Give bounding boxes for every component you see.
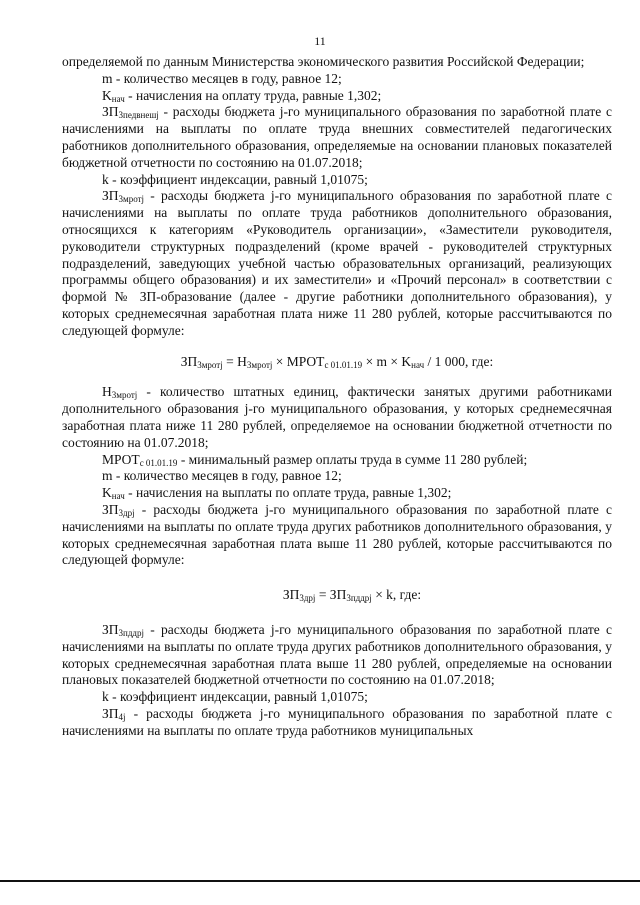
term: ЗП: [102, 705, 119, 721]
term: ЗП: [102, 188, 119, 204]
definition: - расходы бюджета j-го муниципального образования по заработной плате с начислениями на выплаты по оплате труда других работников дополнительного образования, у которых среднемесячная заработная плата выше 11 280 рублей, определяемые на основании плановых показателей бюджетной отчетности по состоянию на 01.07.2018;: [62, 621, 612, 688]
definition: - минимальный размер оплаты труда в сумме 11 280 рублей;: [177, 451, 528, 467]
term-subscript: 4j: [118, 711, 126, 722]
definition: - расходы бюджета j-го муниципального образования по заработной плате с начислениями на выплаты по оплате труда работников дополнительного образования, относящихся к категориям «Руководитель организации», «Заместители руководителя, руководители структурных подразделений (кроме врачей - руководителей структурных подразделений, заведующих учебной частью образовательных организаций, реализующих программы общего образования) и их заместители» и «Прочий персонал» в соответствии с формой № ЗП-образование (далее - другие работники дополнительного образования), у которых среднемесячная заработная плата ниже 11 280 рублей, которые рассчитываются по следующей формуле:: [62, 188, 612, 338]
term: K: [102, 485, 112, 501]
term-subscript: 3мротj: [111, 390, 138, 401]
formula-term: ЗП: [282, 587, 300, 603]
formula-term: × k, где:: [371, 587, 422, 603]
paragraph-8: [62, 452, 612, 469]
paragraph-9: m - количество месяцев в году, равное 12;: [102, 468, 342, 484]
paragraph-14: [62, 706, 612, 740]
definition: - расходы бюджета j-го муниципального образования по заработной плате с начислениями на выплаты по оплате труда других работников дополнительного образования, у которых среднемесячная заработная плата выше 11 280 рублей, которые рассчитываются по следующей формуле:: [62, 501, 612, 568]
formula-subscript: 3мротj: [197, 359, 223, 370]
term-subscript: нач: [111, 491, 125, 502]
term-subscript: 3мротj: [118, 194, 145, 205]
term: ЗП: [102, 621, 119, 637]
term: МРОТ: [102, 451, 140, 467]
paragraph-6: [62, 188, 612, 339]
document-body: [62, 54, 612, 739]
paragraph-7: [62, 384, 612, 451]
paragraph-10: [62, 485, 612, 502]
formula-subscript: с 01.01.19: [324, 359, 363, 370]
formula-subscript: 3дрj: [299, 593, 316, 604]
paragraph-13: k - коэффициент индексации, равный 1,01075;: [102, 689, 368, 705]
formula-term: × m × K: [362, 353, 412, 369]
term: K: [102, 87, 112, 103]
paragraph-3: [62, 88, 612, 105]
formula-subscript: нач: [411, 359, 425, 370]
formula-term: / 1 000, где:: [424, 353, 494, 369]
paragraph-4: [62, 104, 612, 171]
page-bottom-rule: [0, 880, 640, 882]
term: Н: [102, 384, 112, 400]
term-subscript: 3педвнешj: [118, 110, 159, 121]
formula-2: [92, 587, 612, 604]
definition: - начисления на оплату труда, равные 1,302;: [124, 87, 382, 103]
term-subscript: 3пддрj: [118, 627, 144, 638]
definition: - расходы бюджета j-го муниципального образования по заработной плате с начислениями на выплаты по оплате труда внешних совместителей педагогических работников дополнительного образования, определяемые на основании плановых показателей бюджетной отчетности по состоянию на 01.07.2018;: [62, 104, 612, 170]
term-subscript: с 01.01.19: [139, 457, 178, 468]
term-subscript: 3дрj: [118, 507, 135, 518]
definition: - начисления на выплаты по оплате труда, равные 1,302;: [124, 485, 452, 501]
definition: - количество штатных единиц, фактически занятых другими работниками дополнительного образования j-го муниципального образования, у которых среднемесячная заработная плата ниже 11 280 рублей, определяемое на основании бюджетной отчетности по состоянию на 01.07.2018;: [62, 384, 612, 450]
formula-1: [62, 354, 612, 371]
paragraph-11: [62, 502, 612, 569]
page-number: 11: [314, 34, 326, 48]
formula-term: = ЗП: [315, 587, 347, 603]
paragraph-12: [62, 622, 612, 689]
term: ЗП: [102, 501, 119, 517]
paragraph-1: определяемой по данным Министерства экономического развития Российской Федерации;: [62, 54, 585, 69]
formula-subscript: 3мротj: [246, 359, 273, 370]
term-subscript: нач: [111, 93, 125, 104]
formula-term: × МРОТ: [272, 353, 325, 369]
formula-term: ЗП: [180, 353, 198, 369]
paragraph-2: m - количество месяцев в году, равное 12;: [102, 70, 342, 86]
term: ЗП: [102, 104, 119, 120]
paragraph-5: k - коэффициент индексации, равный 1,01075;: [102, 171, 368, 187]
formula-term: = Н: [222, 353, 247, 369]
definition: - расходы бюджета j-го муниципального образования по заработной плате с начислениями на выплаты по оплате труда работников муниципальных: [62, 705, 612, 738]
formula-subscript: 3пддрj: [346, 593, 372, 604]
